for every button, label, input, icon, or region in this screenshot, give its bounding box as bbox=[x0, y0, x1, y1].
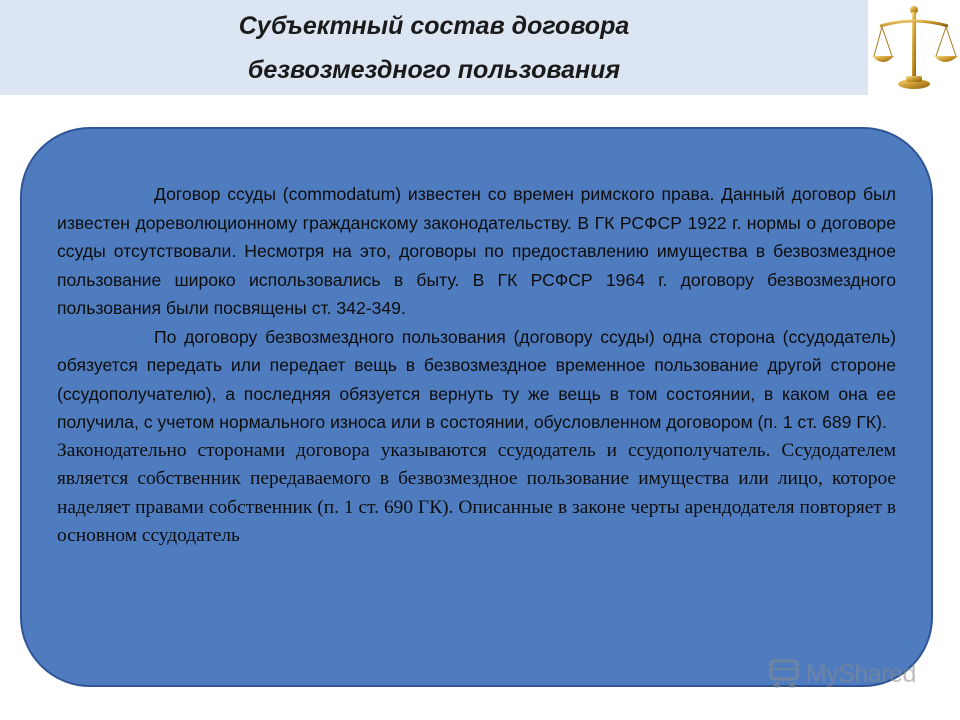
cart-icon bbox=[768, 657, 802, 691]
watermark-text: MyShared bbox=[806, 659, 916, 688]
paragraph-parties: Законодательно сторонами договора указываются ссудодатель и ссудополучатель. Ссудодателем является собственник передаваемого в безвозмездное пользование имущества или лицо, которое наделяет правами собственник (п. 1 ст. 690 ГК). Описанные в законе черты арендодателя повторяет в основном ссудодатель bbox=[57, 439, 896, 546]
body-text bbox=[57, 180, 896, 551]
slide-title-line-2: безвозмездного пользования bbox=[247, 56, 621, 84]
slide-title bbox=[0, 4, 868, 92]
paragraph-history: Договор ссуды (commodatum) известен со времен римского права. Данный договор был известен дореволюционному гражданскому законодательству. В ГК РСФСР 1922 г. нормы о договоре ссуды отсутствовали. Несмотря на это, договоры по предоставлению имущества в безвозмездное пользование широко использовались в быту. В ГК РСФСР 1964 г. договору безвозмездного пользования были посвящены ст. 342-349. bbox=[57, 184, 896, 318]
watermark bbox=[768, 654, 928, 694]
paragraph-definition: По договору безвозмездного пользования (договору ссуды) одна сторона (ссудодатель) обязуется передать или передает вещь в безвозмездное временное пользование другой стороне (ссудополучателю), а последняя обязуется вернуть ту же вещь в том состоянии, в каком она ее получила, с учетом нормального износа или в состоянии, обусловленном договором (п. 1 ст. 689 ГК). bbox=[57, 326, 896, 432]
slide-title-line-1: Субъектный состав договора bbox=[238, 12, 630, 40]
scales-of-justice-icon bbox=[870, 0, 960, 95]
